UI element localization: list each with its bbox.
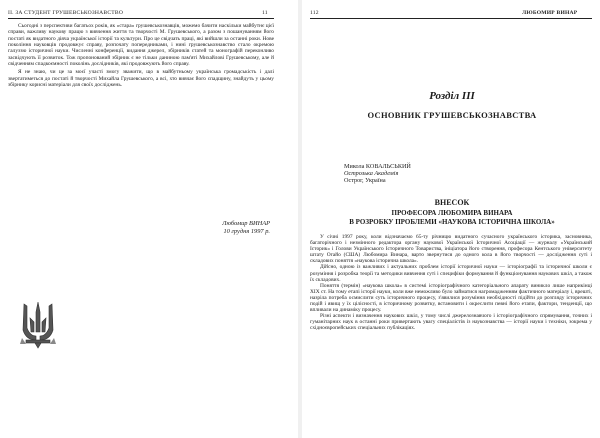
right-paragraph-3: Поняття (термін) «наукова школа» в системі історіографічного категоріального апарату виникло лише наприкінці XIX ст. На тому етапі історії науки, коли вже неможливо було займатися нагромадженням фактичного матеріалу і, врешті, назріла потреба осмислити суть історичного процесу, з'явилися розуміння необхідності підійти до розгляду історичних подій і явищ у їх цілісності, в історичному розвитку, встановити і окреслити певні його етапи, фактори, тенденції, що впливали на динаміку процесу.	[310, 282, 592, 314]
left-signature	[120, 220, 270, 236]
signature-name: Любомир ВИНАР	[222, 220, 270, 227]
left-paragraph-1: Сьогодні з перспективи багатьох років, як «стара» грушевськознавців, можемо бачити наскільки майбутнє цієї справи, важливу наукову працю з вивчення життя та творчості М. Грушевського, а разом з пошануванням його постаті як видатного діяча української історії та культури. Про це свідчать праці, які вийшли за останні роки. Нове покоління науковців продовжує справу, розпочату попередниками, і нині грушевськознавство стало окремою галуззю історичної науки. Численні конференції, видання джерел, збірників статей та монографій переконливо засвідчують її розвиток. Тож пропонований збірник є не тільки даниною пам'яті Михайлові Грушевському, але й свідченням спадкоємності поколінь дослідників, які продовжують його справу.	[8, 23, 274, 68]
article-title-line-2: ПРОФЕСОРА ЛЮБОМИРА ВИНАРА	[391, 209, 513, 217]
chapter-label: Розділ III	[429, 90, 475, 102]
chapter-title: ОСНОВНИК ГРУШЕВСЬКОЗНАВСТВА	[367, 110, 537, 120]
left-running-head: ІІ. ЗА СТУДЕНТ ГРУШЕВСЬКОЗНАВСТВО	[8, 10, 124, 16]
article-title-line-1: ВНЕСОК	[434, 198, 470, 207]
right-paragraph-4: Різні аспекти і визначення наукових шкіл, у тому числі джерелознавчого і історіографічного спрямування, точних і гуманітарних наук в останні роки привертають увагу спеціалістів із наукознавства — історії науки і техніки, зокрема у східноєвропейських спеціальних публікаціях.	[310, 313, 592, 332]
left-page-number: 11	[262, 10, 268, 16]
author-location: Острог, Україна	[344, 177, 386, 185]
right-page-number: 112	[310, 10, 319, 16]
signature-date: 10 грудня 1997 р.	[223, 228, 270, 235]
right-body-text	[310, 234, 592, 332]
right-paragraph-1: У січні 1997 року, коли відзначаємо 65-ту річницю видатного сучасного українського історика, засновника, багаторічного і незмінного редактора органу наукової Української Історичної Асоціації — журналу «Український Історик» і Голови Українського Історичного Товариства, ініціатора його створення, професора Кентського університету штату Огайо (США) Любомира Винара, варто звернутися до одного кола в його творчості — дослідження суті і складових поняття «наукова історична школа».	[310, 234, 592, 265]
right-running-head: ЛЮБОМИР ВИНАР	[522, 10, 578, 16]
right-page	[304, 0, 600, 438]
trident-emblem-icon	[18, 298, 58, 350]
article-title-line-3: В РОЗРОБКУ ПРОБЛЕМИ «НАУКОВА ІСТОРИЧНА ШКОЛА»	[349, 218, 555, 226]
right-header-rule	[310, 18, 592, 19]
book-gutter	[298, 0, 302, 438]
left-page	[0, 0, 296, 438]
left-body-text	[8, 23, 274, 88]
author-block	[344, 163, 411, 185]
left-paragraph-2: Я не знаю, чи це за моєї участі змогу зважити, що в майбутньому українська громадськість і далі звертатиметься до постаті й творчості Михайла Грушевського, а всі, хто вивчає його спадщину, знайдуть у цьому збірнику корисні матеріали для своїх досліджень.	[8, 69, 274, 89]
author-affiliation: Острозька Академія	[344, 170, 399, 178]
author-name: Микола КОВАЛЬСЬКИЙ	[344, 163, 411, 170]
left-header-rule	[8, 18, 274, 19]
right-paragraph-2: Дійсно, одною із важливих і актуальних проблем історії історичної науки — історіографії та історичної школи є розуміння і розробка теорії та методики вивчення суті і специфіки формування й функціонування наукових шкіл, а також їх складових.	[310, 264, 592, 283]
